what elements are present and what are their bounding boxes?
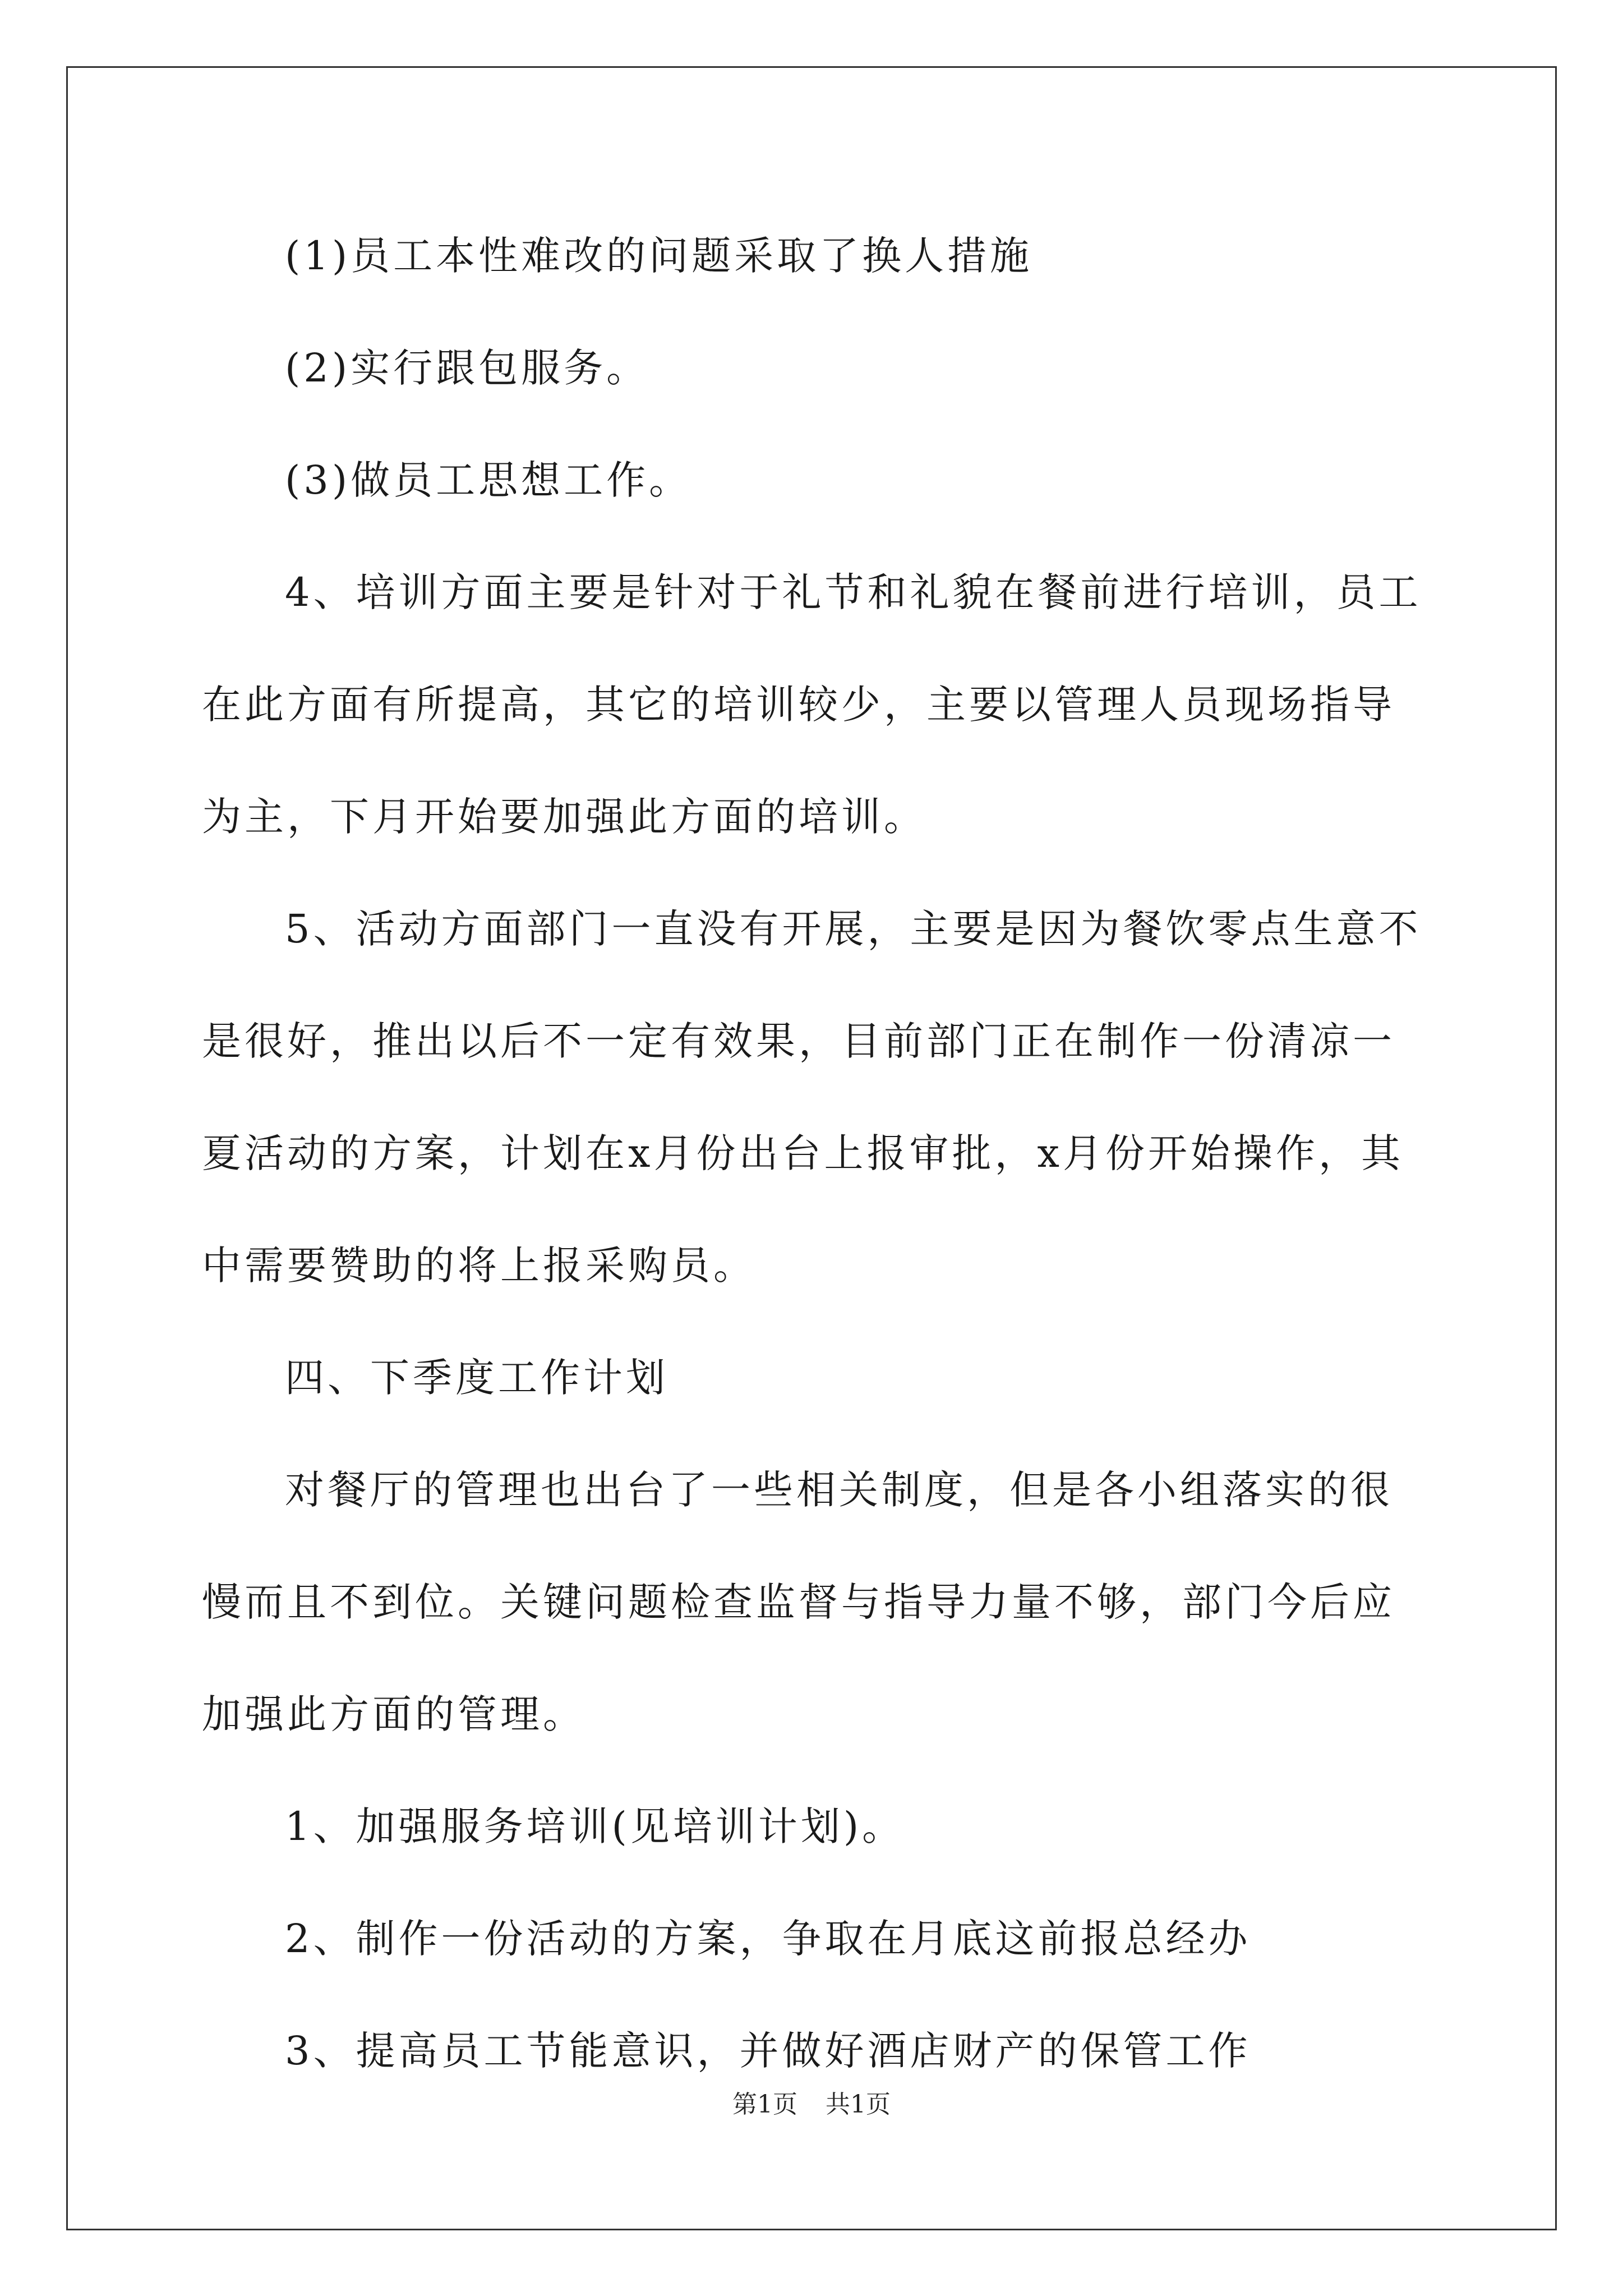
paragraph-management: 对餐厅的管理也出台了一些相关制度，但是各小组落实的很慢而且不到位。关键问题检查监督与指导力量不够，部门今后应加强此方面的管理。 bbox=[202, 1467, 1395, 1737]
paragraph-measure-2: (2)实行跟包服务。 bbox=[285, 345, 649, 391]
paragraph-measure-1: (1)员工本性难改的问题采取了换人措施 bbox=[285, 233, 1033, 279]
page-number-current: 第1页 bbox=[732, 2090, 797, 2119]
page-number-total: 共1页 bbox=[826, 2090, 891, 2119]
paragraph-measure-3: (3)做员工思想工作。 bbox=[285, 457, 692, 503]
plan-item-3: 3、提高员工节能意识，并做好酒店财产的保管工作 bbox=[285, 2028, 1251, 2074]
plan-item-1: 1、加强服务培训(见培训计划)。 bbox=[285, 1803, 905, 1849]
document-body bbox=[202, 200, 1428, 2107]
page-footer bbox=[0, 2088, 1623, 2122]
section-heading-next-quarter-plan: 四、下季度工作计划 bbox=[285, 1355, 668, 1401]
plan-item-2: 2、制作一份活动的方案，争取在月底这前报总经办 bbox=[285, 1916, 1251, 1962]
paragraph-training: 4、培训方面主要是针对于礼节和礼貌在餐前进行培训，员工在此方面有所提高，其它的培训较少，主要以管理人员现场指导为主，下月开始要加强此方面的培训。 bbox=[202, 569, 1422, 840]
paragraph-activities: 5、活动方面部门一直没有开展，主要是因为餐饮零点生意不是很好，推出以后不一定有效果，目前部门正在制作一份清凉一夏活动的方案，计划在x月份出台上报审批，x月份开始操作，其中需要赞助的将上报采购员。 bbox=[202, 906, 1422, 1289]
